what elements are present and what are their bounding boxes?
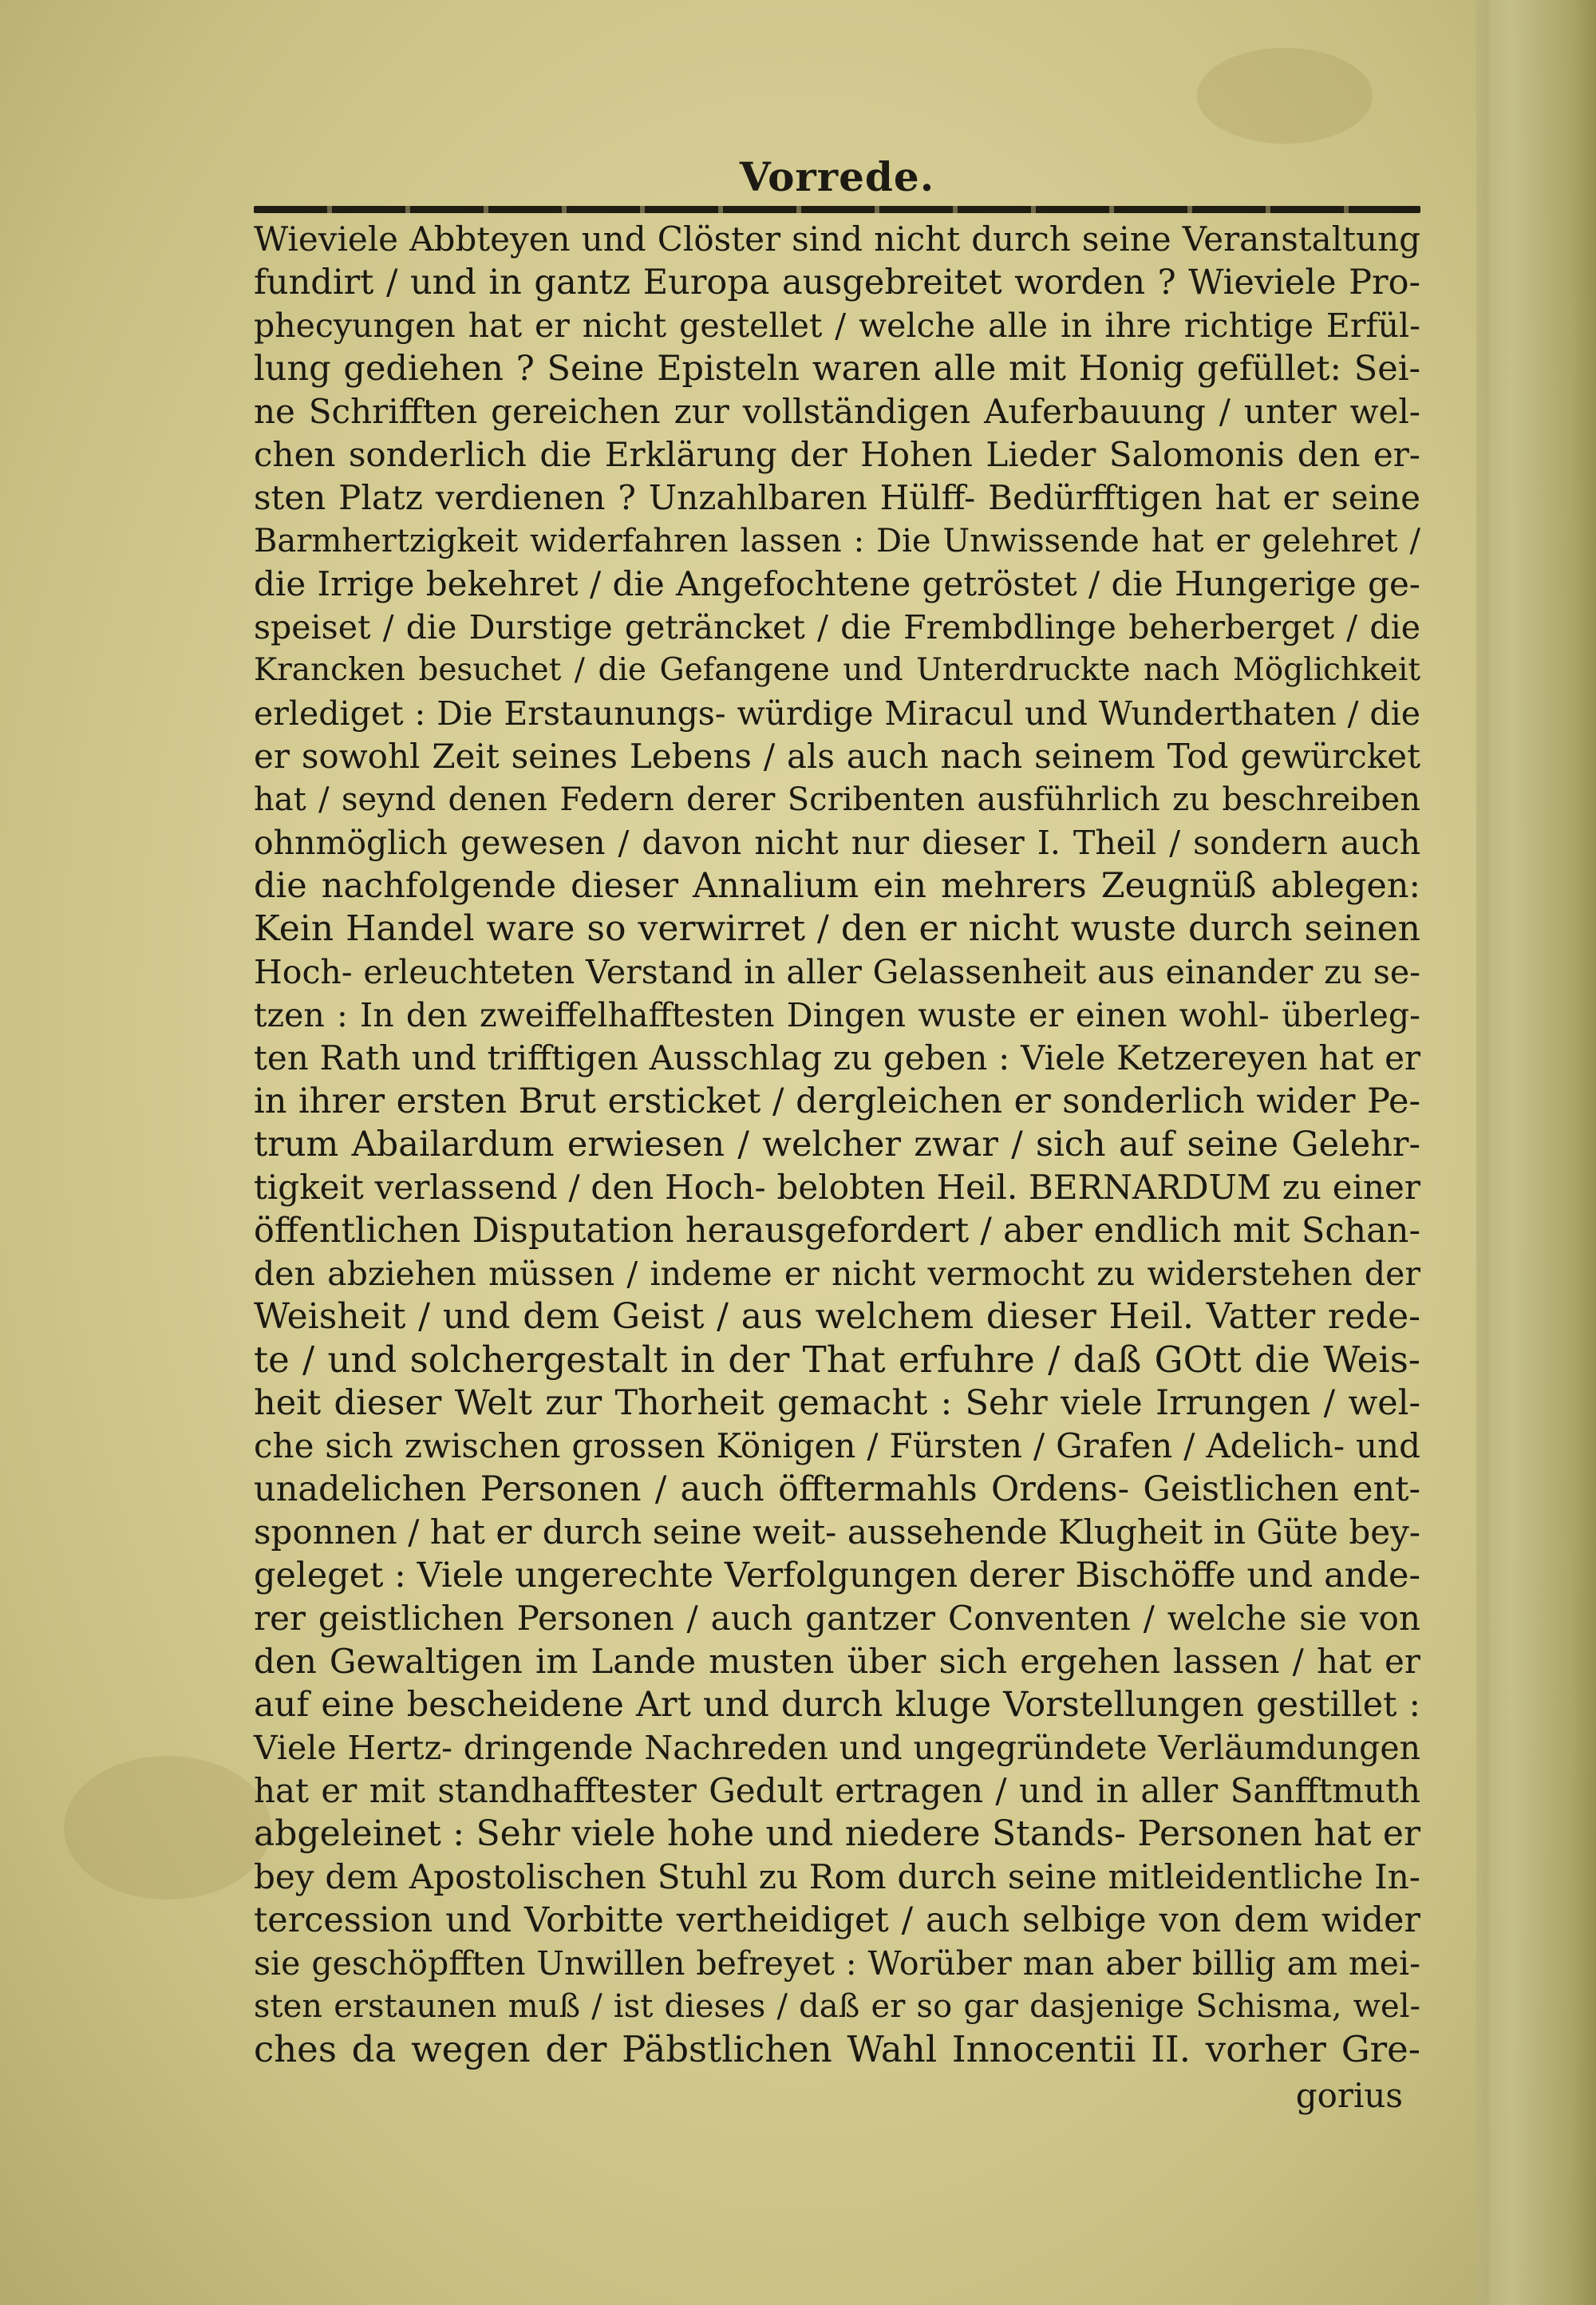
text-line: geleget : Viele ungerechte Verfolgungen derer Bischöffe und ande- (254, 1556, 1420, 1595)
text-line: Weisheit / und dem Geist / aus welchem dieser Heil. Vatter rede- (254, 1296, 1420, 1337)
header-rule (254, 206, 1420, 213)
text-line: ohnmöglich gewesen / davon nicht nur dieser I. Theil / sondern auch (254, 824, 1420, 862)
text-line: che sich zwischen grossen Königen / Fürsten / Grafen / Adelich- und (254, 1426, 1420, 1465)
text-line: erlediget : Die Erstaunungs- würdige Miracul und Wunderthaten / die (254, 694, 1420, 733)
text-line: tzen : In den zweiffelhafftesten Dingen wuste er einen wohl- überleg- (254, 996, 1420, 1034)
text-line: Krancken besuchet / die Gefangene und Unterdruckte nach Möglichkeit (254, 652, 1420, 688)
text-line: trum Abailardum erwiesen / welcher zwar / sich auf seine Gelehr- (254, 1125, 1420, 1164)
text-line: Wieviele Abbteyen und Clöster sind nicht durch seine Veranstaltung (254, 219, 1420, 259)
text-line: ne Schrifften gereichen zur vollständigen Auferbauung / unter wel- (254, 392, 1420, 431)
text-line: abgeleinet : Sehr viele hohe und niedere Stands- Personen hat er (254, 1813, 1420, 1854)
text-line: hat / seynd denen Federn derer Scribenten ausführlich zu beschreiben (254, 781, 1420, 818)
text-line: sponnen / hat er durch seine weit- aussehende Klugheit in Güte bey- (254, 1512, 1420, 1552)
text-line: Barmhertzigkeit widerfahren lassen : Die Unwissende hat er gelehret / (254, 523, 1420, 559)
text-line: bey dem Apostolischen Stuhl zu Rom durch seine mitleidentliche In- (254, 1857, 1420, 1896)
body-text (254, 218, 1420, 2071)
text-line: unadelichen Personen / auch öfftermahls Ordens- Geistlichen ent- (254, 1469, 1420, 1509)
text-line: Kein Handel ware so verwirret / den er nicht wuste durch seinen (254, 908, 1420, 949)
text-line: sie geschöpfften Unwillen befreyet : Worüber man aber billig am mei- (254, 1944, 1420, 1983)
text-line: heit dieser Welt zur Thorheit gemacht : Sehr viele Irrungen / wel- (254, 1383, 1420, 1423)
running-header: Vorrede. (739, 153, 935, 200)
text-line: den Gewaltigen im Lande musten über sich ergehen lassen / hat er (254, 1642, 1420, 1681)
text-line: die Irrige bekehret / die Angefochtene getröstet / die Hungerige ge- (254, 564, 1420, 603)
text-line: Viele Hertz- dringende Nachreden und ungegründete Verläumdungen (254, 1729, 1420, 1767)
text-line: sten Platz verdienen ? Unzahlbaren Hülff- Bedürfftigen hat er seine (254, 478, 1420, 517)
text-line: tigkeit verlassend / den Hoch- belobten Heil. BERNARDUM zu einer (254, 1168, 1420, 1207)
text-line: in ihrer ersten Brut ersticket / dergleichen er sonderlich wider Pe- (254, 1081, 1420, 1121)
text-line: Hoch- erleuchteten Verstand in aller Gelassenheit aus einander zu se- (254, 953, 1420, 991)
text-line: öffentlichen Disputation herausgefordert / aber endlich mit Schan- (254, 1211, 1420, 1251)
text-line: sten erstaunen muß / ist dieses / daß er so gar dasjenige Schisma, wel- (254, 1988, 1420, 2025)
text-line: er sowohl Zeit seines Lebens / als auch nach seinem Tod gewürcket (254, 737, 1420, 776)
paper-stain (64, 1756, 271, 1900)
text-line: ches da wegen der Päbstlichen Wahl Innocentii II. vorher Gre- (254, 2028, 1420, 2070)
text-line: den abziehen müssen / indeme er nicht vermocht zu widerstehen der (254, 1255, 1420, 1293)
catchword: gorius (1295, 2076, 1403, 2115)
text-line: auf eine bescheidene Art und durch kluge Vorstellungen gestillet : (254, 1685, 1420, 1725)
adjacent-page-edge (1476, 0, 1596, 2305)
paper-stain (1197, 48, 1373, 144)
text-line: tercession und Vorbitte vertheidiget / auch selbige von dem wider (254, 1900, 1420, 1940)
text-line: hat er mit standhafftester Gedult ertragen / und in aller Sanfftmuth (254, 1771, 1420, 1810)
text-line: speiset / die Durstige geträncket / die Frembdlinge beherberget / die (254, 608, 1420, 646)
text-line: die nachfolgende dieser Annalium ein mehrers Zeugnüß ablegen: (254, 866, 1420, 906)
text-line: chen sonderlich die Erklärung der Hohen Lieder Salomonis den er- (254, 435, 1420, 474)
text-line: phecyungen hat er nicht gestellet / welche alle in ihre richtige Erfül- (254, 306, 1420, 345)
text-line: lung gediehen ? Seine Episteln waren alle mit Honig gefüllet: Sei- (254, 349, 1420, 389)
text-line: ten Rath und trifftigen Ausschlag zu geben : Viele Ketzereyen hat er (254, 1038, 1420, 1077)
text-line: rer geistlichen Personen / auch gantzer Conventen / welche sie von (254, 1599, 1420, 1638)
document-page (254, 152, 1420, 2117)
text-line: fundirt / und in gantz Europa ausgebreitet worden ? Wieviele Pro- (254, 263, 1420, 302)
text-line: te / und solchergestalt in der That erfuhre / daß GOtt die Weis- (254, 1338, 1420, 1381)
